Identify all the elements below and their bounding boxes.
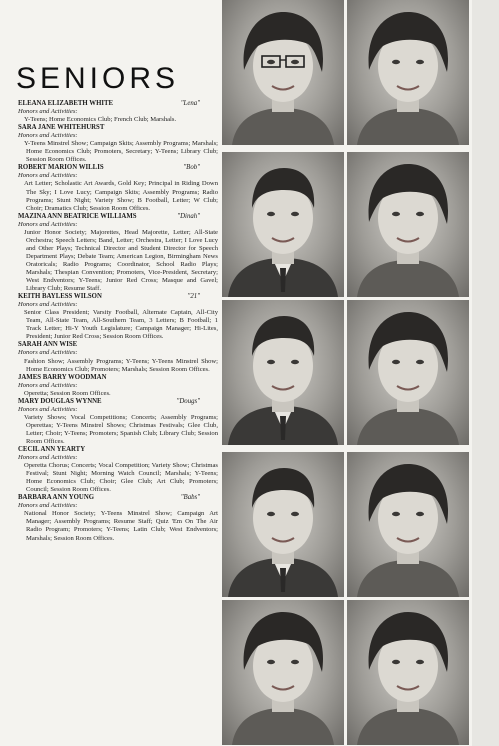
honors-label: Honors and Activities:	[18, 220, 78, 228]
activities-text: Y-Teens Minstrel Show; Campaign Skits; Assembly Programs; Marshals; Home Economics Club; Promoters, Secretary; Y-Teens; Library Club; Session Room Offices.	[24, 140, 218, 164]
activities-text: Operetta; Session Room Offices.	[24, 389, 111, 397]
senior-nickname: "Bob"	[183, 164, 200, 172]
senior-portrait	[222, 0, 344, 145]
activities-text: Fashion Show; Assembly Programs; Y-Teens; Y-Teens Minstrel Show; Home Economics Club; Promoters; Marshals; Session Room Offices.	[24, 357, 218, 373]
senior-name-line	[18, 164, 218, 172]
senior-entry	[18, 446, 218, 494]
senior-entry	[18, 293, 218, 341]
senior-name-line	[18, 213, 218, 221]
honors-label: Honors and Activities:	[18, 172, 78, 180]
honors-label: Honors and Activities:	[18, 349, 78, 357]
activities-text: Variety Shows; Vocal Competitions; Concerts; Assembly Programs; Operettas; Y-Teens Minstrel Shows; Christmas Festivals; Glee Club, Letter; Choir; Y-Teens; Promoters; Spanish Club; Library Club; Session Room Offices.	[24, 413, 218, 445]
senior-nickname	[200, 446, 218, 454]
honors-label: Honors and Activities:	[18, 405, 78, 413]
senior-name-line	[18, 446, 218, 454]
senior-portrait	[347, 152, 469, 297]
senior-name-line	[18, 341, 218, 349]
activities-text: Senior Class President; Varsity Football, Alternate Captain, All-City Team, All-State Team, All-Southern Team, 3 Letters; B Football; 1 Track Letter; Hi-Y Youth Legislature; Campaign Manager; Hi-Lites, President; Junior Red Cross; Session Room Offices.	[24, 309, 218, 341]
senior-nickname: "Lena"	[180, 100, 200, 107]
activities-text: National Honor Society; Y-Teens Minstrel Show; Campaign Art Manager; Assembly Programs; Resume Staff; Quiz 'Em On The Air Radio Program; Promoters; Y-Teens; Latin Club; West Endventors; Marshals; Session Room Offices.	[24, 510, 218, 542]
activities-text: Art Letter; Scholastic Art Awards, Gold Key; Principal in Riding Down The Sky; I Love Lucy; Campaign Skits; Assembly Programs; Radio Programs; Stunt Night; Variety Show; B Football, Letter; W Club; Choir; Dramatics Club; Session Room Offices.	[24, 180, 218, 212]
page-title: SENIORS	[16, 62, 180, 95]
senior-entry	[18, 494, 218, 542]
honors-label: Honors and Activities:	[18, 454, 78, 462]
senior-name: CECIL ANN YEARTY	[18, 446, 86, 454]
senior-name: MARY DOUGLAS WYNNE	[18, 397, 102, 405]
senior-portrait	[222, 152, 344, 297]
honors-label: Honors and Activities:	[18, 132, 78, 140]
senior-entry	[18, 164, 218, 212]
senior-nickname: "Dinah"	[177, 212, 200, 220]
senior-nickname: "Babs"	[180, 494, 200, 502]
senior-entry	[18, 374, 218, 398]
senior-name: KEITH BAYLESS WILSON	[18, 293, 102, 301]
photo-grid	[222, 0, 472, 746]
senior-portrait	[347, 600, 469, 745]
senior-portrait	[347, 300, 469, 445]
senior-portrait	[347, 452, 469, 597]
senior-name-line	[18, 293, 218, 301]
senior-entry	[18, 213, 218, 293]
activities-text: Junior Honor Society; Majorettes, Head Majorette, Letter; All-State Orchestra; Speech Letters; Band, Letter; Orchestra, Letter; I Love Lucy and Other Plays; Technical Director and Student Director for Speech Department Plays; Debate Team; American Legion, Birmingham News Oratoricals; Radio Programs; Coordinator, School Radio Plays; Marshals; Thespian Convention; Promoters, Vice-President, Secretary; West Endventors; Y-Teens; Junior Red Cross; Masque and Gavel; Library Club; Resume Staff.	[24, 228, 218, 293]
senior-portrait	[347, 0, 469, 145]
senior-entry	[18, 100, 218, 124]
senior-nickname: "21"	[187, 293, 200, 301]
senior-nickname: "Dougs"	[176, 397, 200, 405]
senior-name: BARBARA ANN YOUNG	[18, 494, 95, 502]
senior-name: JAMES BARRY WOODMAN	[18, 373, 107, 381]
senior-name: ELEANA ELIZABETH WHITE	[18, 100, 114, 107]
activities-text: Y-Teens; Home Economics Club; French Club; Marshals.	[24, 116, 177, 124]
senior-portrait	[222, 300, 344, 445]
senior-nickname	[200, 124, 218, 132]
senior-name: SARAH ANN WISE	[18, 341, 78, 349]
senior-name-line	[18, 494, 218, 502]
senior-name-line	[18, 124, 218, 132]
senior-name: ROBERT MARION WILLIS	[18, 164, 104, 172]
senior-nickname	[200, 374, 218, 382]
senior-name-line	[18, 374, 218, 382]
senior-nickname	[200, 341, 218, 349]
honors-label: Honors and Activities:	[18, 381, 78, 389]
senior-entry	[18, 124, 218, 164]
senior-portrait	[222, 600, 344, 745]
senior-name-line	[18, 398, 218, 406]
senior-name: MAZINA ANN BEATRICE WILLIAMS	[18, 212, 137, 220]
activities-text: Operetta Chorus; Concerts; Vocal Competition; Variety Show; Christmas Festival; Stunt Night; Morning Watch Council; Marshals; Y-Teens; Home Economics Club; Choir; Glee Club; Art Club; Promoters; Council; Session Room Offices.	[24, 462, 218, 494]
senior-name: SARA JANE WHITEHURST	[18, 124, 105, 132]
senior-list	[18, 100, 218, 730]
honors-label: Honors and Activities:	[18, 301, 78, 309]
senior-entry	[18, 398, 218, 446]
page-edge	[472, 0, 499, 746]
honors-label: Honors and Activities:	[18, 502, 78, 510]
senior-name-line	[18, 100, 218, 108]
senior-entry	[18, 341, 218, 373]
senior-portrait	[222, 452, 344, 597]
honors-label: Honors and Activities:	[18, 108, 78, 116]
